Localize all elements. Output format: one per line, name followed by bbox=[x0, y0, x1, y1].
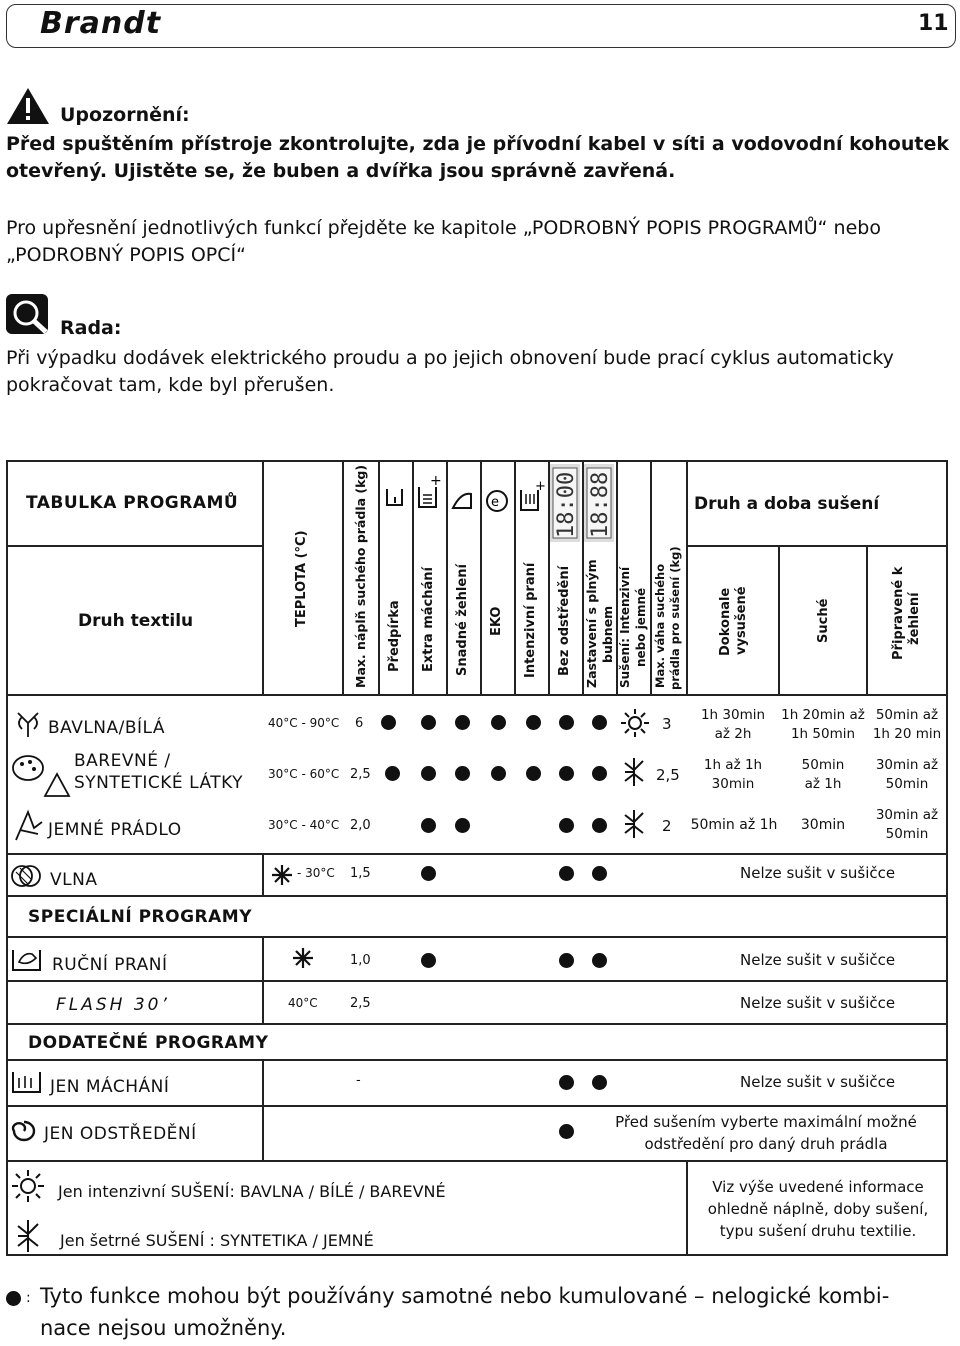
dot-wool-stop bbox=[592, 866, 607, 881]
special-programs-title: SPECIÁLNÍ PROGRAMY bbox=[28, 907, 253, 927]
row-rinse-no-dry: Nelze sušit v sušičce bbox=[740, 1073, 896, 1091]
dry-load-header-2: prádla pro sušení (kg) bbox=[668, 546, 682, 690]
row-synthetic-load: 2,5 bbox=[350, 767, 371, 782]
extra-rinse-icon bbox=[416, 473, 442, 513]
row-cotton-dry-load: 3 bbox=[662, 715, 672, 733]
dry-col-1-line-1: Dokonale bbox=[718, 587, 733, 656]
row-delicate-dry-gentle-icon bbox=[622, 808, 648, 840]
warning-icon bbox=[6, 86, 50, 126]
row-delicate-dry-load: 2 bbox=[662, 817, 672, 835]
brand-logo: Brandt bbox=[40, 6, 162, 41]
tip-title: Rada: bbox=[60, 317, 122, 339]
row-flash-load: 2,5 bbox=[350, 996, 371, 1011]
footnote-bullet bbox=[6, 1291, 21, 1306]
footnote-marker: : bbox=[26, 1290, 31, 1306]
dry-intensity-header-2: nebo jemné bbox=[634, 587, 648, 667]
intensive-dry-text: Jen intenzivní SUŠENÍ: BAVLNA / BÍLÉ / BAREVNÉ bbox=[58, 1182, 446, 1201]
dot-synthetic-prewash bbox=[385, 766, 400, 781]
row-cotton-dry-3: 50min až 1h 20 min bbox=[872, 707, 942, 742]
row-flash-label: FLASH 30’ bbox=[56, 995, 170, 1015]
dot-synthetic-easy-iron bbox=[455, 766, 470, 781]
dot-rinse-stop bbox=[592, 1075, 607, 1090]
option-intensive-header: Intenzivní praní bbox=[523, 562, 538, 678]
row-hand-wash-no-dry: Nelze sušit v sušičce bbox=[740, 951, 896, 969]
intensive-dry-icon bbox=[10, 1168, 46, 1204]
dot-hand-wash-extra-rinse bbox=[421, 953, 436, 968]
dry-load-header-1: Max. váha suchého bbox=[653, 563, 667, 688]
wool-icon bbox=[10, 862, 42, 890]
dot-spin-no-spin bbox=[559, 1124, 574, 1139]
display-2-readout: 18:88 bbox=[588, 471, 613, 538]
dot-cotton-stop bbox=[592, 715, 607, 730]
option-prewash-header: Předpírka bbox=[387, 600, 402, 672]
row-cotton-dry-1: 1h 30min až 2h bbox=[700, 707, 766, 742]
row-wool-temp: - 30°C bbox=[297, 866, 335, 880]
intensive-wash-icon bbox=[518, 480, 546, 514]
row-delicate-load: 2,0 bbox=[350, 818, 371, 833]
info-line-2: „PODROBNÝ POPIS OPCÍ“ bbox=[6, 244, 246, 266]
row-rinse-load: - bbox=[356, 1073, 361, 1088]
dot-synthetic-intensive bbox=[526, 766, 541, 781]
dot-cotton-no-spin bbox=[559, 715, 574, 730]
table-title: TABULKA PROGRAMŮ bbox=[26, 493, 239, 513]
dot-synthetic-extra-rinse bbox=[421, 766, 436, 781]
dot-cotton-easy-iron bbox=[455, 715, 470, 730]
row-rinse-label: JEN MÁCHÁNÍ bbox=[50, 1077, 170, 1097]
dot-hand-wash-stop bbox=[592, 953, 607, 968]
textile-header: Druh textilu bbox=[78, 611, 194, 631]
row-flash-no-dry: Nelze sušit v sušičce bbox=[740, 994, 896, 1012]
row-synthetic-label-2: SYNTETICKÉ LÁTKY bbox=[74, 773, 244, 793]
row-spin-note: Před sušením vyberte maximální možné odstředění pro daný druh prádla bbox=[615, 1113, 917, 1153]
row-cotton-dry-2: 1h 20min až 1h 50min bbox=[781, 707, 865, 742]
eco-icon bbox=[485, 488, 509, 514]
warning-line-2: otevřený. Ujistěte se, že buben a dvířka jsou správně zavřená. bbox=[6, 160, 676, 182]
footnote-line-2: nace nejsou umožněny. bbox=[40, 1316, 287, 1340]
row-flash-temp: 40°C bbox=[288, 996, 318, 1010]
dot-delicate-easy-iron bbox=[455, 818, 470, 833]
dot-wool-no-spin bbox=[559, 866, 574, 881]
svg-text:e: e bbox=[491, 495, 499, 510]
spin-only-icon bbox=[8, 1118, 40, 1144]
row-synthetic-dry-load: 2,5 bbox=[656, 766, 680, 784]
row-delicate-dry-2: 30min bbox=[800, 817, 846, 833]
magnifier-icon bbox=[6, 294, 52, 338]
prewash-icon bbox=[384, 485, 406, 513]
option-eco-header: EKO bbox=[489, 606, 504, 636]
cold-wash-icon bbox=[271, 864, 293, 886]
display-1-readout: 18:00 bbox=[554, 471, 579, 538]
dry-col-3-line-2: žehlení bbox=[907, 592, 922, 645]
row-synthetic-label-1: BAREVNÉ / bbox=[74, 751, 171, 771]
warning-title: Upozornění: bbox=[60, 104, 190, 126]
option-no-spin-header: Bez odstředění bbox=[557, 565, 572, 676]
dot-delicate-stop bbox=[592, 818, 607, 833]
warning-line-1: Před spuštěním přístroje zkontrolujte, zda je přívodní kabel v síti a vodovodní kohoutek bbox=[6, 133, 949, 155]
easy-iron-icon bbox=[451, 488, 475, 514]
row-synthetic-dry-1: 1h až 1h 30min bbox=[703, 757, 763, 792]
dry-col-1-line-2: vysušené bbox=[734, 586, 749, 655]
row-hand-wash-label: RUČNÍ PRANÍ bbox=[52, 955, 168, 975]
row-spin-label: JEN ODSTŘEDĚNÍ bbox=[44, 1124, 197, 1144]
dot-synthetic-stop bbox=[592, 766, 607, 781]
row-synthetic-dry-3: 30min až 50min bbox=[875, 757, 939, 792]
dot-delicate-no-spin bbox=[559, 818, 574, 833]
tip-line-2: pokračovat tam, kde byl přerušen. bbox=[6, 374, 335, 396]
row-wool-label: VLNA bbox=[50, 870, 98, 890]
dot-synthetic-eco bbox=[491, 766, 506, 781]
row-cotton-temp: 40°C - 90°C bbox=[268, 716, 340, 730]
row-synthetic-dry-gentle-icon bbox=[622, 756, 648, 788]
row-wool-no-dry: Nelze sušit v sušičce bbox=[740, 864, 896, 882]
option-easy-iron-header: Snadné žehlení bbox=[455, 564, 470, 676]
gentle-dry-text: Jen šetrné SUŠENÍ : SYNTETIKA / JEMNÉ bbox=[60, 1231, 374, 1250]
page-number: 11 bbox=[918, 11, 949, 36]
delicate-icon bbox=[12, 808, 46, 844]
row-delicate-dry-1: 50min až 1h bbox=[690, 817, 778, 833]
dot-cotton-intensive bbox=[526, 715, 541, 730]
row-delicate-dry-3: 30min až 50min bbox=[875, 807, 939, 842]
row-cotton-dry-intensive-icon bbox=[620, 708, 650, 738]
svg-text:+: + bbox=[535, 479, 546, 494]
row-cotton-label: BAVLNA/BÍLÁ bbox=[48, 718, 166, 738]
dot-cotton-extra-rinse bbox=[421, 715, 436, 730]
stop-header-2: bubnem bbox=[600, 605, 615, 663]
dot-cotton-eco bbox=[491, 715, 506, 730]
dry-col-3-line-1: Připravené k bbox=[891, 566, 906, 660]
hand-wash-icon bbox=[10, 944, 46, 976]
row-wool-load: 1,5 bbox=[350, 866, 371, 881]
dry-only-note: Viz výše uvedené informace ohledně náplně, doby sušení, typu sušení druhu textilie. bbox=[707, 1178, 929, 1240]
dry-col-2-line-1: Suché bbox=[816, 598, 831, 643]
dot-rinse-no-spin bbox=[559, 1075, 574, 1090]
rinse-only-icon bbox=[10, 1066, 46, 1098]
row-synthetic-dry-2: 50min až 1h bbox=[801, 757, 845, 792]
dot-synthetic-no-spin bbox=[559, 766, 574, 781]
row-delicate-label: JEMNÉ PRÁDLO bbox=[48, 820, 182, 840]
dot-hand-wash-no-spin bbox=[559, 953, 574, 968]
dot-delicate-extra-rinse bbox=[421, 818, 436, 833]
hand-wash-cold-icon bbox=[292, 947, 314, 969]
row-synthetic-temp: 30°C - 60°C bbox=[268, 767, 340, 781]
dot-cotton-prewash bbox=[381, 715, 396, 730]
dry-type-header: Druh a doba sušení bbox=[694, 494, 880, 514]
dry-intensity-header-1: Sušení: Intenzivní bbox=[618, 566, 632, 688]
info-line-1: Pro upřesnění jednotlivých funkcí přejděte ke kapitole „PODROBNÝ POPIS PROGRAMŮ“ nebo bbox=[6, 217, 881, 239]
extra-programs-title: DODATEČNÉ PROGRAMY bbox=[28, 1033, 269, 1053]
gentle-dry-icon bbox=[14, 1218, 44, 1254]
load-header: Max. náplň suchého prádla (kg) bbox=[353, 464, 368, 688]
synthetic-icon bbox=[10, 752, 70, 798]
svg-text:+: + bbox=[430, 473, 442, 489]
temperature-header: TEPLOTA (°C) bbox=[294, 530, 309, 627]
row-hand-wash-load: 1,0 bbox=[350, 953, 371, 968]
tip-line-1: Při výpadku dodávek elektrického proudu a po jejich obnovení bude prací cyklus automaticky bbox=[6, 347, 894, 369]
option-extra-rinse-header: Extra máchání bbox=[421, 567, 436, 672]
dot-wool-extra-rinse bbox=[421, 866, 436, 881]
footnote-line-1: Tyto funkce mohou být používány samotné nebo kumulované – nelogické kombi- bbox=[40, 1284, 890, 1308]
row-delicate-temp: 30°C - 40°C bbox=[268, 818, 340, 832]
row-cotton-load: 6 bbox=[355, 716, 364, 731]
stop-header-1: Zastavení s plným bbox=[584, 559, 599, 688]
cotton-icon bbox=[12, 707, 44, 739]
